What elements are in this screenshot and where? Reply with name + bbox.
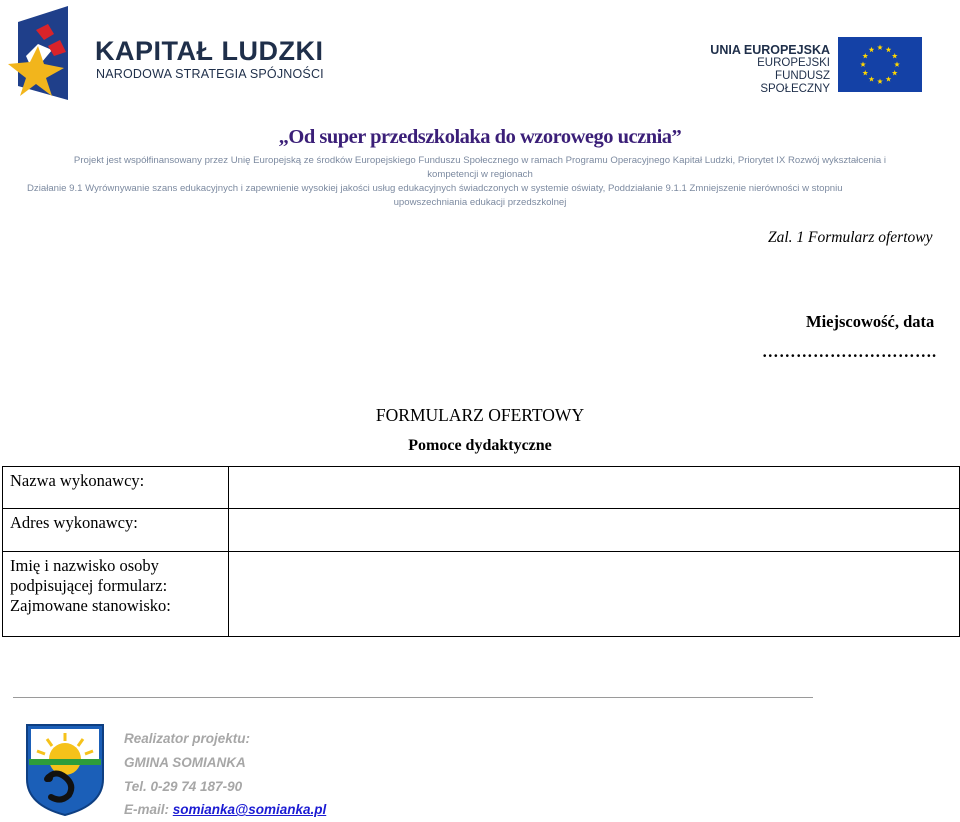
offer-form-table [2, 466, 960, 637]
place-date-label: Miejscowość, data [806, 312, 935, 331]
gmina-coat-of-arms-icon [25, 721, 105, 817]
contractor-address-label-cell [3, 509, 229, 552]
kapital-ludzki-logo [8, 4, 70, 104]
signatory-label [10, 552, 221, 616]
footer-email-link[interactable]: somianka@somianka.pl [172, 802, 327, 817]
place-date-field[interactable]: …………………………. [762, 342, 937, 361]
project-funding-line-1: Projekt jest współfinansowany przez Unię Europejską ze środków Europejskiego Funduszu Społecznego w ramach Programu Operacyjnego Kapitał Ludzki, Priorytet IX Rozwój wykształcenia i [73, 155, 887, 166]
contractor-address-field[interactable] [229, 509, 960, 552]
form-title: FORMULARZ OFERTOWY [375, 405, 585, 425]
footer-phone: Tel. 0-29 74 187-90 [124, 779, 243, 794]
signatory-label-line-1: Imię i nazwisko osoby [10, 556, 159, 575]
footer-email-line [124, 802, 326, 817]
signatory-label-cell [3, 552, 229, 637]
form-subtitle: Pomoce dydaktyczne [408, 437, 552, 454]
project-title: „Od super przedszkolaka do wzorowego ucznia” [278, 126, 682, 148]
kapital-ludzki-title: KAPITAŁ LUDZKI [95, 36, 324, 66]
table-row [3, 467, 960, 509]
signatory-field[interactable] [229, 552, 960, 637]
signatory-label-line-2: podpisującej formularz: [10, 576, 168, 595]
eu-union-label: UNIA EUROPEJSKA [710, 43, 830, 57]
attachment-label: Zal. 1 Formularz ofertowy [768, 229, 933, 246]
footer-gmina-name: GMINA SOMIANKA [124, 755, 246, 770]
project-measure-line-2: upowszechniania edukacji przedszkolnej [393, 197, 567, 208]
table-row [3, 552, 960, 637]
eu-flag-icon [838, 37, 922, 92]
contractor-name-field[interactable] [229, 467, 960, 509]
position-label: Zajmowane stanowisko: [10, 596, 171, 615]
footer-divider [13, 697, 813, 698]
table-row [3, 509, 960, 552]
footer-email-label: E-mail: [124, 802, 173, 817]
contractor-name-label: Nazwa wykonawcy: [10, 471, 145, 490]
eu-fund-label-2: FUNDUSZ SPOŁECZNY [760, 70, 830, 95]
eu-fund-label-1: EUROPEJSKI [757, 57, 830, 69]
contractor-name-label-cell [3, 467, 229, 509]
footer-implementer-label: Realizator projektu: [124, 731, 251, 746]
eu-text-block [708, 43, 830, 96]
contractor-address-label: Adres wykonawcy: [10, 513, 138, 532]
project-measure-line-1: Działanie 9.1 Wyrównywanie szans edukacyjnych i zapewnienie wysokiej jakości usług edukacyjnych świadczonych w systemie oświaty, Poddziałanie 9.1.1 Zmniejszenie nierówności w stopniu [27, 183, 843, 194]
project-funding-line-2: kompetencji w regionach [427, 169, 533, 180]
kapital-ludzki-subtitle: NARODOWA STRATEGIA SPÓJNOŚCI [96, 67, 324, 81]
